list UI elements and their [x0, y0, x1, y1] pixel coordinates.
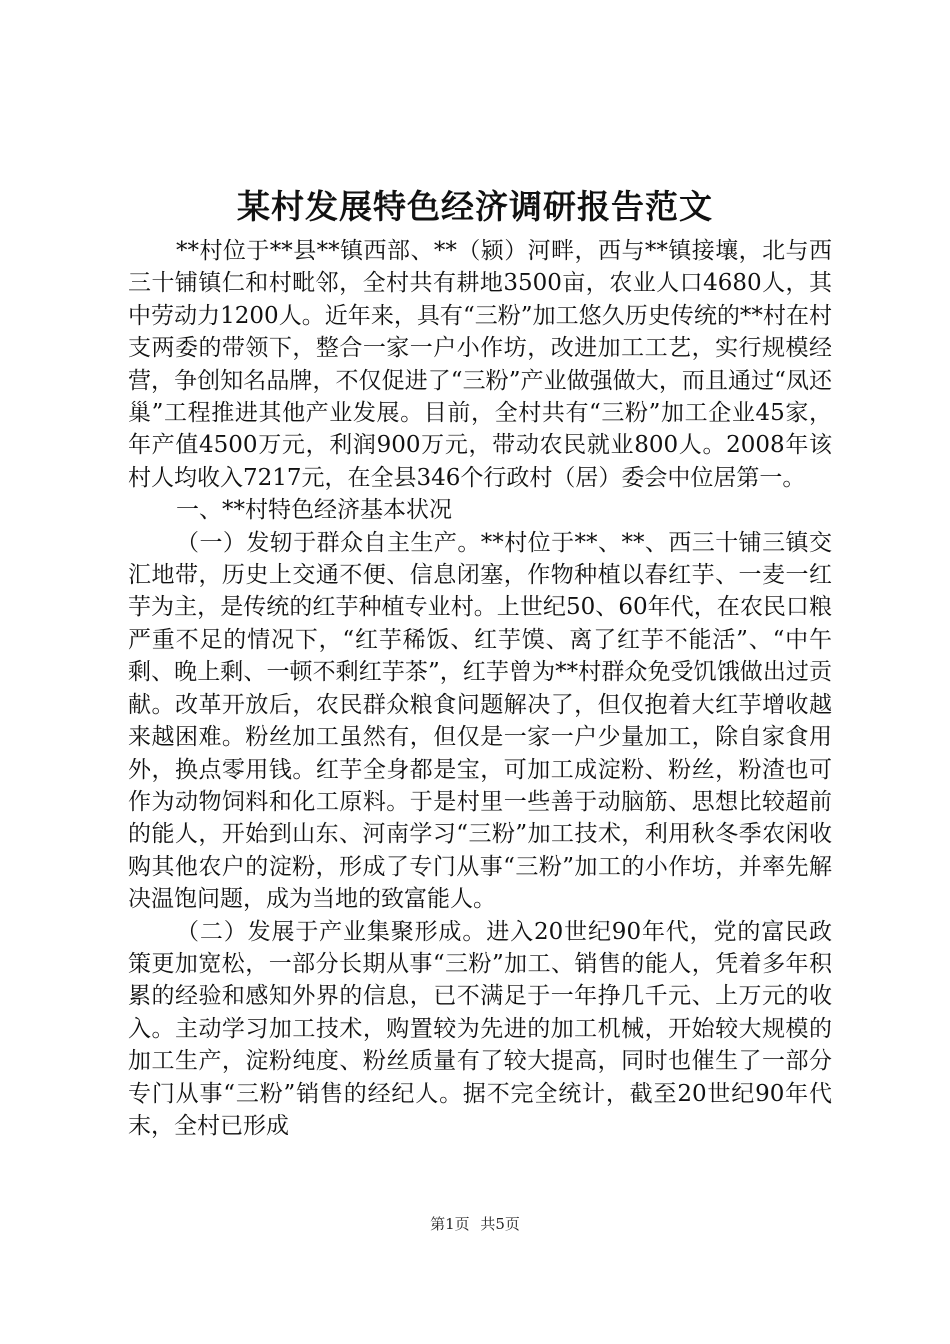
section-heading: 一、**村特色经济基本状况	[176, 497, 452, 524]
document-body	[128, 235, 832, 1142]
document-title: 某村发展特色经济调研报告范文	[237, 187, 713, 226]
page-number: 第1页	[430, 1215, 470, 1233]
intro-paragraph: **村位于**县**镇西部、**（颍）河畔，西与**镇接壤，北与西三十铺镇仁和村毗邻，全村共有耕地3500亩，农业人口4680人，其中劳动力1200人。近年来，具有“三粉”加工悠久历史传统的**村在村支两委的带领下，整合一家一户小作坊，改进加工工艺，实行规模经营，争创知名品牌，不仅促进了“三粉”产业做强做大，而且通过“凤还巢”工程推进其他产业发展。目前，全村共有“三粉”加工企业45家，年产值4500万元，利润900万元，带动农民就业800人。2008年该村人均收入7217元，在全县346个行政村（居）委会中位居第一。	[128, 238, 832, 491]
subsection-paragraph-2: （二）发展于产业集聚形成。进入20世纪90年代，党的富民政策更加宽松，一部分长期从事“三粉”加工、销售的能人，凭着多年积累的经验和感知外界的信息，已不满足于一年挣几千元、上万元的收入。主动学习加工技术，购置较为先进的加工机械，开始较大规模的加工生产，淀粉纯度、粉丝质量有了较大提高，同时也催生了一部分专门从事“三粉”销售的经纪人。据不完全统计，截至20世纪90年代末，全村已形成	[128, 918, 832, 1139]
page-total: 共5页	[480, 1215, 520, 1233]
subsection-paragraph-1: （一）发轫于群众自主生产。**村位于**、**、西三十铺三镇交汇地带，历史上交通不便、信息闭塞，作物种植以春红芋、一麦一红芋为主，是传统的红芋种植专业村。上世纪50、60年代，在农民口粮严重不足的情况下，“红芋稀饭、红芋馍、离了红芋不能活”、“中午剩、晚上剩、一顿不剩红芋茶”，红芋曾为**村群众免受饥饿做出过贡献。改革开放后，农民群众粮食问题解决了，但仅抱着大红芋增收越来越困难。粉丝加工虽然有，但仅是一家一户少量加工，除自家食用外，换点零用钱。红芋全身都是宝，可加工成淀粉、粉丝，粉渣也可作为动物饲料和化工原料。于是村里一些善于动脑筋、思想比较超前的能人，开始到山东、河南学习“三粉”加工技术，利用秋冬季农闲收购其他农户的淀粉，形成了专门从事“三粉”加工的小作坊，并率先解决温饱问题，成为当地的致富能人。	[128, 529, 832, 913]
page-footer	[0, 1213, 950, 1235]
